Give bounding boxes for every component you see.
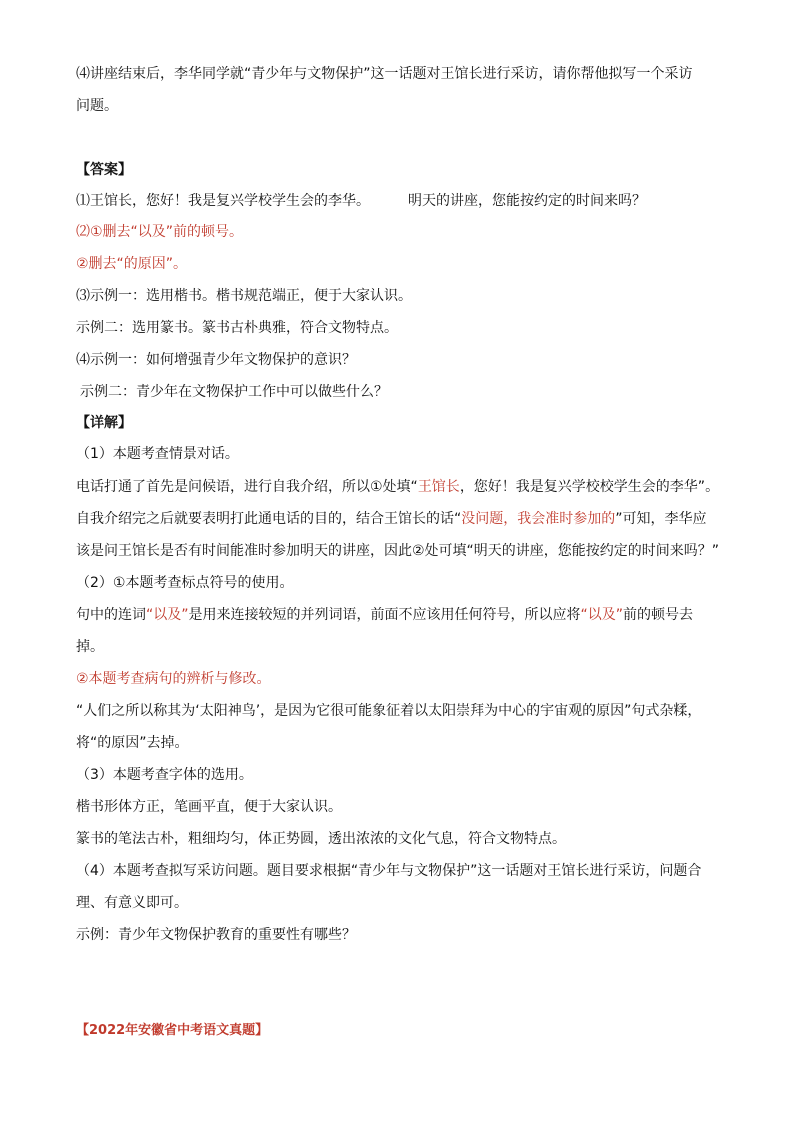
detail-3-title: （3）本题考查字体的选用。 <box>76 767 253 783</box>
detail-1-line-1 <box>76 477 719 497</box>
answer-2-1: ⑵①删去“以及”前的顿号。 <box>76 224 244 240</box>
answer-2-2: ②删去“的原因”。 <box>76 256 188 272</box>
detail-2-line-1-highlight-1: “以及” <box>146 607 189 623</box>
answer-4-2: 示例二：青少年在文物保护工作中可以做些什么？ <box>80 384 388 400</box>
detail-1-line-1-text-a: 电话打通了首先是问候语，进行自我介绍，所以①处填“ <box>76 479 418 495</box>
answer-4-1: ⑷示例一：如何增强青少年文物保护的意识？ <box>76 352 356 368</box>
detail-1-line-1-highlight: 王馆长 <box>417 479 460 495</box>
detail-1-line-2 <box>76 509 707 529</box>
detail-2b-line-2: 将“的原因”去掉。 <box>76 735 189 751</box>
detail-2b-title: ②本题考查病句的辨析与修改。 <box>76 671 271 687</box>
detail-4-line-1: （4）本题考查拟写采访问题。题目要求根据“青少年与文物保护”这一话题对王馆长进行采访，问题合 <box>76 863 702 879</box>
detail-1-line-1-text-b: ，您好！我是复兴学校校学生会的李华”。 <box>459 479 720 495</box>
answer-heading: 【答案】 <box>76 162 132 178</box>
detail-4-example: 示例：青少年文物保护教育的重要性有哪些？ <box>76 927 356 943</box>
detail-heading: 【详解】 <box>76 415 132 431</box>
question-4-line-1: ⑷讲座结束后，李华同学就“青少年与文物保护”这一话题对王馆长进行采访，请你帮他拟写一个采访 <box>76 66 693 82</box>
answer-1-part-2: 明天的讲座，您能按约定的时间来吗？ <box>408 193 646 209</box>
answer-3-2: 示例二：选用篆书。篆书古朴典雅，符合文物特点。 <box>76 320 398 336</box>
detail-2-line-1-text-c: 前的顿号去 <box>623 607 694 623</box>
detail-2-line-1 <box>76 605 693 625</box>
detail-2b-line-1: “人们之所以称其为‘太阳神鸟’，是因为它很可能象征着以太阳崇拜为中心的宇宙观的原因”句式杂糅， <box>76 703 702 719</box>
detail-1-title: （1）本题考查情景对话。 <box>76 446 239 462</box>
detail-1-line-2-highlight: 没问题，我会准时参加的 <box>461 511 616 527</box>
detail-2-line-1-text-b: 是用来连接较短的并列词语，前面不应该用任何符号，所以应将 <box>188 607 581 623</box>
detail-4-line-2: 理、有意义即可。 <box>76 895 188 911</box>
answer-1-part-1: ⑴王馆长，您好！我是复兴学校学生会的李华。 <box>76 193 370 209</box>
section-heading-2022: 【2022年安徽省中考语文真题】 <box>76 1023 269 1038</box>
detail-2-title: （2）①本题考查标点符号的使用。 <box>76 575 294 591</box>
answer-1 <box>76 191 646 211</box>
question-4-line-2: 问题。 <box>76 98 118 114</box>
detail-3-line-2: 篆书的笔法古朴，粗细均匀，体正势圆，透出浓浓的文化气息，符合文物特点。 <box>76 831 566 847</box>
detail-2-line-2: 掉。 <box>76 639 104 655</box>
detail-1-line-2-text-a: 自我介绍完之后就要表明打此通电话的目的，结合王馆长的话“ <box>76 511 462 527</box>
detail-2-line-1-text-a: 句中的连词 <box>76 607 146 623</box>
detail-1-line-3: 该是问王馆长是否有时间能准时参加明天的讲座，因此②处可填“明天的讲座，您能按约定的时间来吗？” <box>76 543 720 559</box>
detail-2-line-1-highlight-2: “以及” <box>580 607 624 623</box>
answer-3-1: ⑶示例一：选用楷书。楷书规范端正，便于大家认识。 <box>76 288 412 304</box>
detail-3-line-1: 楷书形体方正，笔画平直，便于大家认识。 <box>76 799 342 815</box>
detail-1-line-2-text-b: ”可知，李华应 <box>615 511 707 527</box>
